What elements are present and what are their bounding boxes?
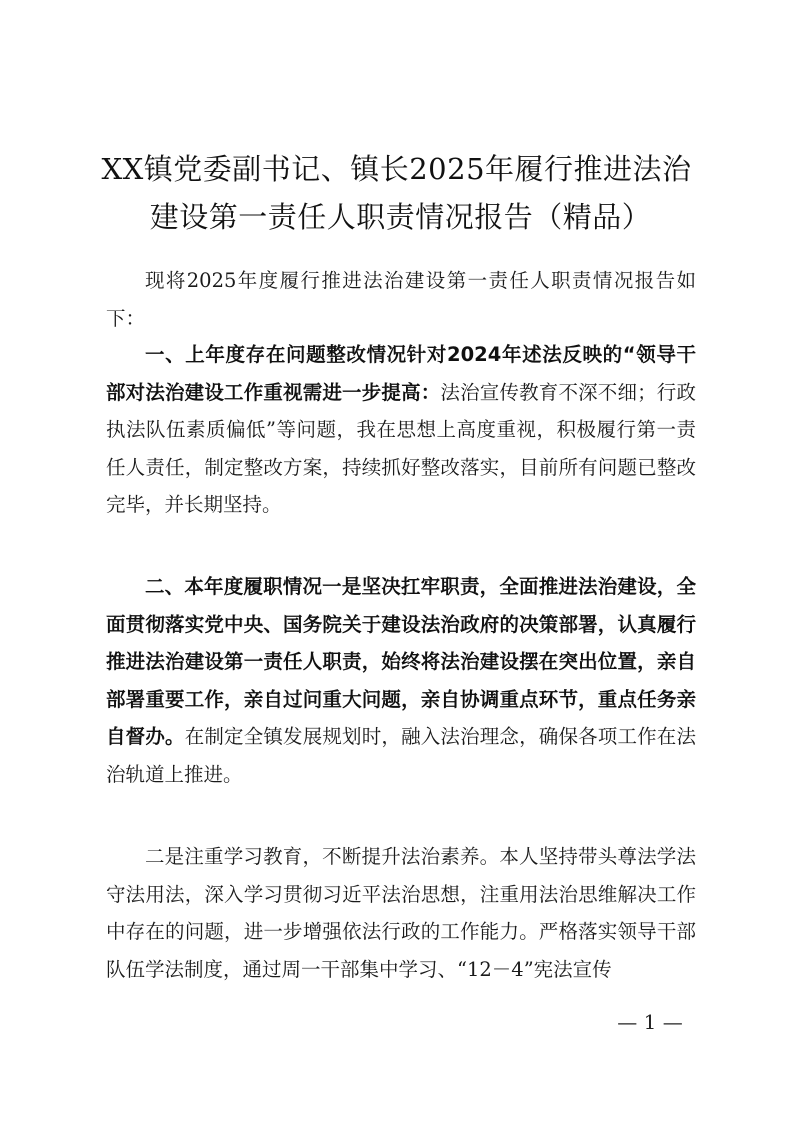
section-one-text: 法治宣传教育不深不细；行政执法队伍素质偏低”等问题，我在思想上高度重视，积极履行第一责任人责任，制定整改方案，持续抓好整改落实，目前所有问题已整改完毕，并长期坚持。 (106, 380, 696, 516)
study-education-paragraph (106, 838, 696, 988)
section-two-heading: 二、本年度履职情况一是坚决扛牢职责，全面推进法治建设，全面贯彻落实党中央、国务院关于建设法治政府的决策部署，认真履行推进法治建设第一责任人职责，始终将法治建设摆在突出位置，亲自部署重要工作，亲自过问重大问题，亲自协调重点环节，重点任务亲自督办。 (106, 575, 696, 748)
intro-paragraph (106, 262, 696, 337)
section-two-text: 在制定全镇发展规划时，融入法治理念，确保各项工作在法治轨道上推进。 (106, 725, 696, 786)
intro-text: 现将2025年度履行推进法治建设第一责任人职责情况报告如下： (106, 269, 696, 330)
document-title (0, 145, 793, 241)
section-one-heading: 一、上年度存在问题整改情况针对2024年述法反映的“领导干部对法治建设工作重视需进一步提高： (106, 343, 696, 404)
title-line-1: XX镇党委副书记、镇长2025年履行推进法治 (101, 152, 692, 186)
section-one-paragraph (106, 336, 696, 524)
page-number: — 1 — (617, 1010, 683, 1034)
study-education-text: 二是注重学习教育，不断提升法治素养。本人坚持带头尊法学法守法用法，深入学习贯彻习近平法治思想，注重用法治思维解决工作中存在的问题，进一步增强依法行政的工作能力。严格落实领导干部队伍学法制度，通过周一干部集中学习、“12－4”宪法宣传 (106, 845, 696, 981)
title-line-2: 建设第一责任人职责情况报告（精品） (149, 200, 652, 234)
section-two-paragraph (106, 568, 696, 793)
